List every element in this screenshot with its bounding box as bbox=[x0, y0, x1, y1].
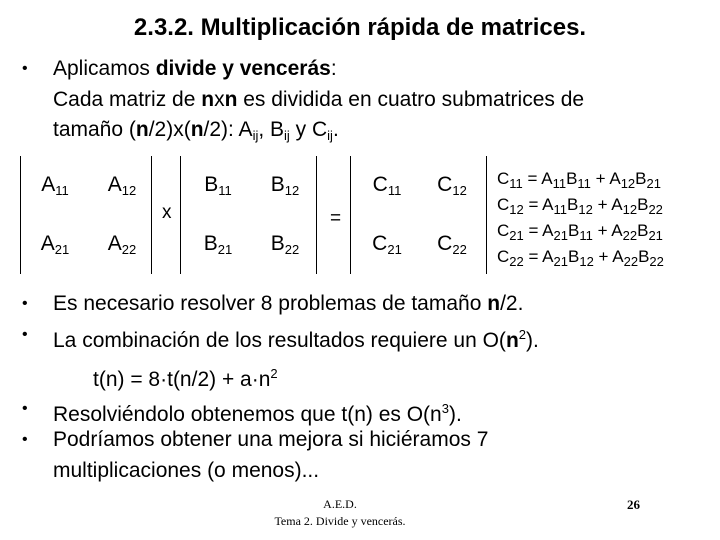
footer-course: A.E.D. bbox=[323, 497, 357, 511]
intro-line-2: Cada matriz de nxn es dividida en cuatro submatrices de bbox=[53, 88, 585, 111]
matrix-a-cell-11: $A_{11}$ bbox=[41, 173, 69, 198]
matrix-b-cell-22: $B_{22}$ bbox=[270, 232, 300, 257]
equation-c11: $C_{11} = A_{11}B_{11} + A_{12}B_{21}$ bbox=[497, 169, 661, 191]
bullet-4-marker: • bbox=[22, 431, 28, 448]
bullet-1: Es necesario resolver 8 problemas de tamaño n/2. bbox=[53, 292, 524, 315]
bullet-2: La combinación de los resultados requiere un $O(n^2)$. bbox=[53, 327, 539, 352]
matrix-c-cell-22: $C_{22}$ bbox=[437, 232, 467, 257]
recurrence-formula: $t(n) = 8\cdot t(n/2) + a\cdot n^2$ bbox=[93, 366, 278, 391]
bullet-1-marker: • bbox=[22, 295, 28, 312]
intro-line-3: tamaño (n/2)x(n/2): $A_{ij}$, $B_{ij}$ y $C_{ij}$. bbox=[53, 118, 339, 143]
matrix-c-cell-21: $C_{21}$ bbox=[372, 232, 402, 257]
bullet-2-marker: • bbox=[22, 326, 28, 343]
matrix-b-cell-11: $B_{11}$ bbox=[204, 173, 232, 198]
equation-c12: $C_{12} = A_{11}B_{12} + A_{12}B_{22}$ bbox=[497, 195, 663, 217]
matrix-a-cell-22: $A_{22}$ bbox=[107, 232, 137, 257]
bullet-3: Resolviéndolo obtenemos que t(n) es $O(n^3)$. bbox=[53, 401, 462, 426]
matrix-b-cell-21: $B_{21}$ bbox=[203, 232, 233, 257]
matrix-c-cell-11: $C_{11}$ bbox=[372, 173, 402, 198]
matrix-a-cell-21: $A_{21}$ bbox=[40, 232, 70, 257]
bullet-3-marker: • bbox=[22, 400, 28, 417]
matrix-c-cell-12: $C_{12}$ bbox=[437, 173, 467, 198]
equation-c21: $C_{21} = A_{21}B_{11} + A_{22}B_{21}$ bbox=[497, 221, 663, 243]
bullet-4-line-2: multiplicaciones (o menos)... bbox=[53, 459, 320, 482]
bullet-4-line-1: Podríamos obtener una mejora si hiciéramos 7 bbox=[53, 428, 489, 451]
footer-topic: Tema 2. Divide y vencerás. bbox=[274, 514, 406, 528]
intro-bullet: • bbox=[22, 60, 28, 77]
times-symbol: x bbox=[162, 202, 172, 223]
matrix-a-cell-12: $A_{12}$ bbox=[107, 173, 137, 198]
intro-line-1: Aplicamos divide y vencerás: bbox=[53, 57, 337, 80]
slide-title: 2.3.2. Multiplicación rápida de matrices. bbox=[133, 14, 587, 41]
equation-c22: $C_{22} = A_{21}B_{12} + A_{22}B_{22}$ bbox=[497, 247, 664, 269]
page-number: 26 bbox=[627, 497, 640, 512]
equals-symbol: = bbox=[330, 208, 342, 229]
matrix-b-cell-12: $B_{12}$ bbox=[270, 173, 300, 198]
